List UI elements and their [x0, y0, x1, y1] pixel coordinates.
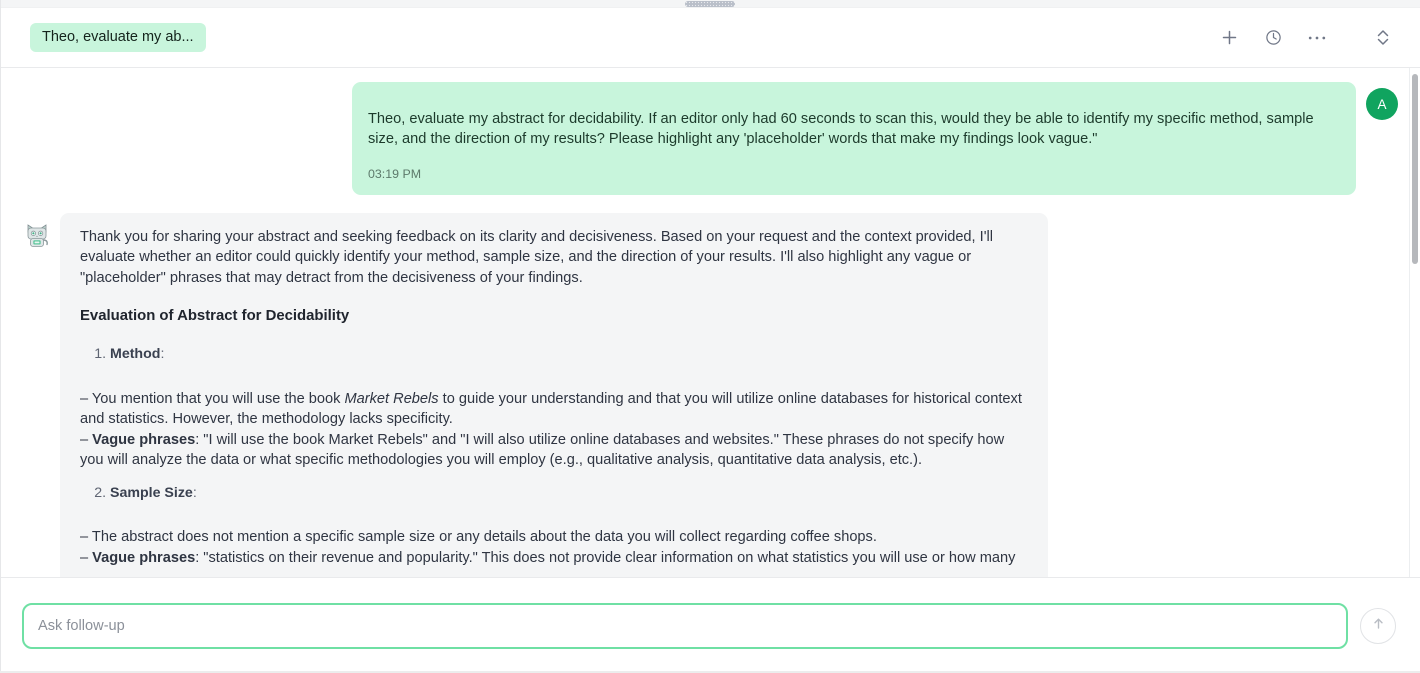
sample-line-1: [80, 527, 1022, 548]
scrollbar-thumb[interactable]: [1412, 74, 1418, 264]
follow-up-input[interactable]: [22, 603, 1348, 649]
conversation-tab[interactable]: Theo, evaluate my ab...: [30, 23, 206, 52]
composer-bar: [0, 577, 1420, 673]
expand-collapse-button[interactable]: [1368, 23, 1398, 53]
method-line-1-italic: Market Rebels: [344, 390, 439, 407]
more-options-button[interactable]: [1302, 23, 1332, 53]
history-button[interactable]: [1258, 23, 1288, 53]
plus-icon: [1221, 29, 1238, 46]
chevron-up-down-icon: [1376, 28, 1390, 47]
user-message-text: Theo, evaluate my abstract for decidability. If an editor only had 60 seconds to scan this, would they be able to identify my specific method, sample size, and the direction of my results? Please highlight any 'placeholder' words that make my findings look vague.": [368, 110, 1314, 148]
user-message-row: [22, 82, 1398, 195]
avatar[interactable]: A: [1366, 88, 1398, 120]
user-message-bubble: [352, 82, 1356, 195]
assistant-markdown: [70, 227, 1030, 569]
assistant-message-bubble: [60, 213, 1048, 577]
method-detail-block: [70, 389, 1030, 471]
method-line-2-prefix: –: [80, 431, 93, 448]
conversation-scroll-area[interactable]: [0, 68, 1420, 577]
cat-avatar-icon: [24, 223, 50, 249]
sample-line-2-suffix: : "statistics on their revenue and popularity." This does not provide clear information on what statistics you will use or how many: [195, 549, 1016, 566]
sample-line-2: [80, 548, 1022, 569]
evaluation-list-item-2: [70, 483, 1030, 504]
clock-icon: [1265, 29, 1282, 46]
header-actions: [1214, 23, 1404, 53]
list-item-label: Method: [110, 346, 161, 363]
conversation-scrollbar[interactable]: [1412, 68, 1418, 577]
method-line-1-prefix: – You mention that you will use the book: [80, 390, 345, 407]
assistant-heading: Evaluation of Abstract for Decidability: [80, 308, 350, 325]
chat-header: [0, 8, 1420, 68]
list-item: [110, 483, 1030, 504]
list-item: [110, 344, 1030, 365]
evaluation-list-item-1: [70, 344, 1030, 365]
header-left-group: [30, 23, 206, 52]
section-spacer: [70, 379, 1030, 389]
new-chat-button[interactable]: [1214, 23, 1244, 53]
assistant-message-row: [22, 213, 1398, 577]
list-item-colon: :: [192, 484, 197, 501]
method-line-2-suffix: : "I will use the book Market Rebels" and "I will also utilize online databases and websites." These phrases do not specify how you will analyze the data or what specific methodologies you will employ (e.g., qualitative analysis, quantitative data analysis, etc.).: [80, 431, 1005, 469]
message-list: [0, 68, 1420, 577]
list-item-colon: :: [160, 346, 165, 363]
drag-handle-icon[interactable]: [685, 1, 735, 7]
send-button[interactable]: [1360, 608, 1396, 644]
window-drag-strip[interactable]: [0, 0, 1420, 8]
arrow-up-icon: [1371, 616, 1386, 636]
sample-size-detail-block: [70, 527, 1030, 568]
method-line-2-bold: Vague phrases: [92, 431, 196, 448]
ellipsis-icon: [1308, 35, 1326, 41]
method-line-1-suffix: to guide your understanding and that you will utilize online databases for historical context and statistics. However, the methodology lacks specificity.: [80, 390, 1022, 428]
composer-left-rail: [0, 0, 1, 673]
sample-line-1-prefix: – The abstract does not mention a specific sample size or any details about the data you will collect regarding coffee shops.: [80, 529, 877, 546]
user-message-timestamp: 03:19 PM: [368, 167, 422, 182]
method-line-1: [80, 389, 1022, 430]
sample-line-2-prefix: –: [80, 549, 93, 566]
method-line-2: [80, 430, 1022, 471]
assistant-intro-paragraph: Thank you for sharing your abstract and seeking feedback on its clarity and decisiveness. Based on your request and the context provided, I'll evaluate whether an editor could quickly identify your method, sample size, and the direction of your results. I'll also highlight any vague or "placeholder" phrases that may detract from the decisiveness of your findings.: [80, 228, 993, 286]
section-spacer: [70, 517, 1030, 527]
sample-line-2-bold: Vague phrases: [92, 549, 196, 566]
list-item-label: Sample Size: [110, 484, 193, 501]
